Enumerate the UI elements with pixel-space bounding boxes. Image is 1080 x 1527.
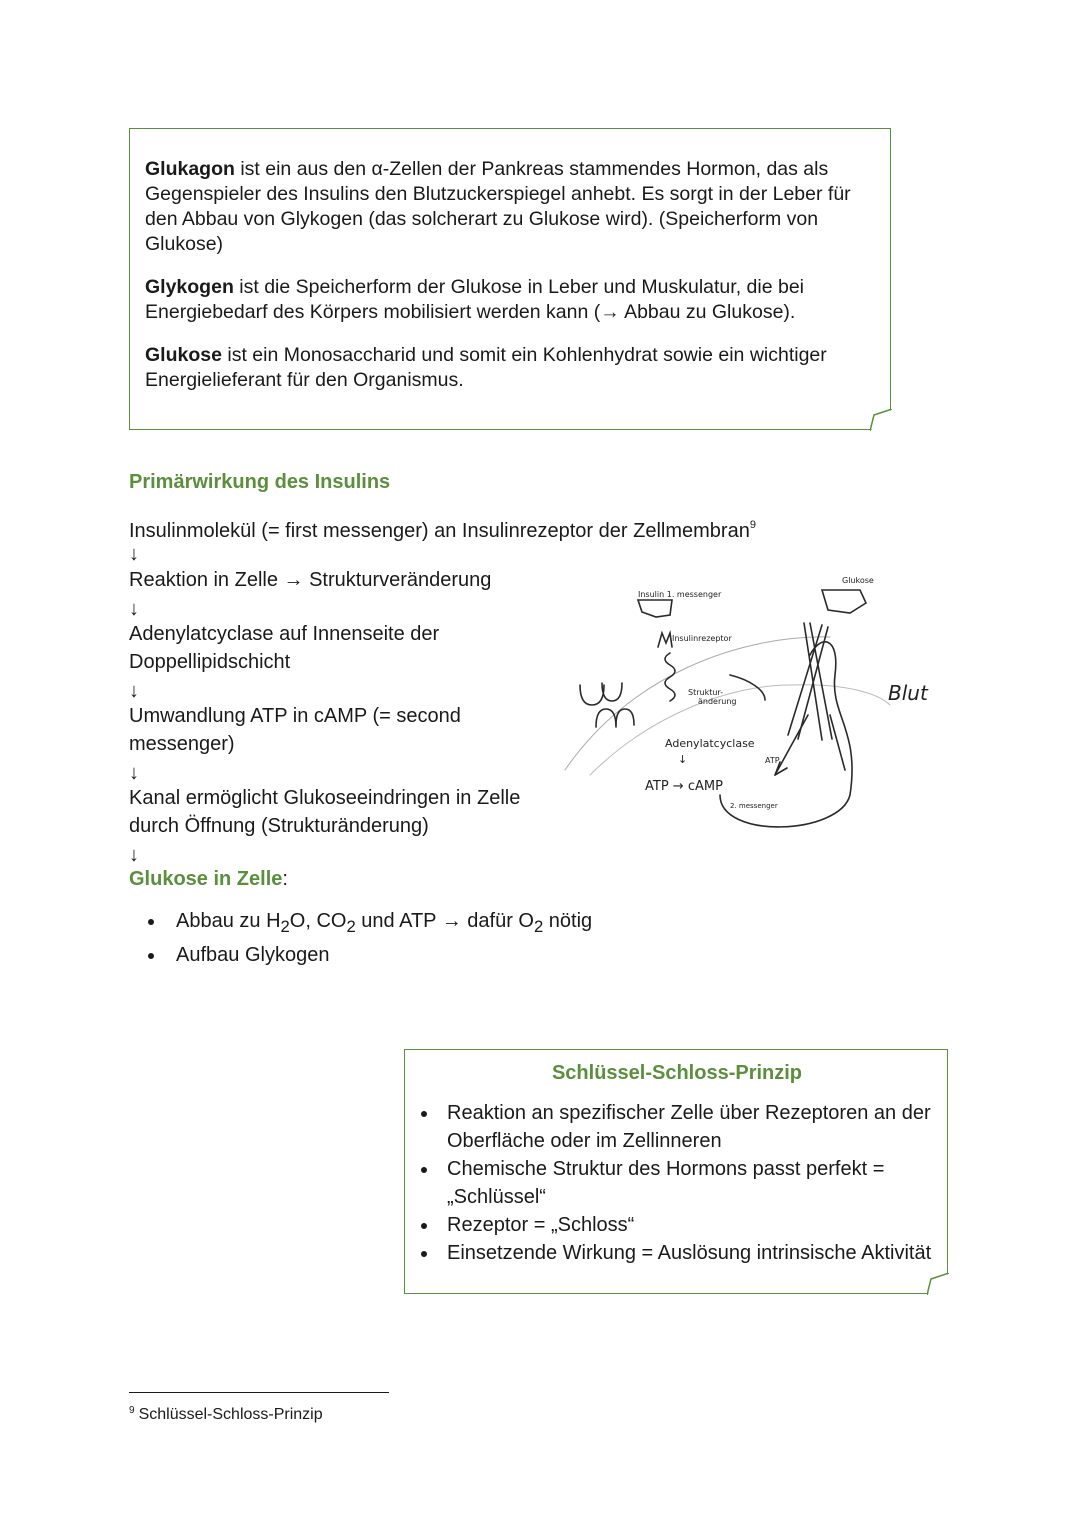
definitions-box (129, 128, 891, 430)
definition-term: Glukose (145, 344, 222, 366)
list-item (140, 907, 592, 941)
definition-term: Glykogen (145, 276, 234, 298)
flow-step-5-line-2: durch Öffnung (Strukturänderung) (129, 815, 429, 837)
sketch-messenger2: 2. messenger (730, 802, 778, 810)
sketch-adenyl-label: Adenylatcyclase (665, 737, 755, 750)
list-item: Einsetzende Wirkung = Auslösung intrinsische Aktivität (419, 1239, 935, 1267)
sketch-insulin-label: Insulin 1. messenger (638, 590, 722, 599)
definition-term: Glukagon (145, 158, 235, 180)
subscript: 2 (346, 917, 356, 936)
flow-result (129, 865, 288, 893)
flow-step-4-line-2: messenger) (129, 733, 235, 755)
definition-text: ist ein Monosaccharid und somit ein Kohlenhydrat sowie ein wichtiger Energielieferant für den Organismus. (145, 344, 827, 391)
sketch-atp-label: ATP (765, 756, 780, 765)
footnote (129, 1405, 323, 1424)
sketch-struktur-label-2: änderung (698, 697, 737, 706)
result-list (140, 907, 592, 970)
bullet-text: und ATP → dafür O (355, 910, 534, 932)
flow-step-1 (129, 511, 756, 545)
list-item: Chemische Struktur des Hormons passt perfekt = „Schlüssel“ (419, 1155, 935, 1211)
flow-step-2: Reaktion in Zelle → Strukturveränderung (129, 569, 492, 591)
footnote-divider (129, 1392, 389, 1393)
sketch-arrow-down: ↓ (678, 753, 688, 766)
sketch-receptor-label: Insulinrezeptor (672, 634, 732, 643)
flow-step-1-text: Insulinmolekül (= first messenger) an Insulinrezeptor der Zellmembran (129, 520, 750, 542)
key-lock-list (419, 1099, 935, 1267)
sketch-struktur-label-1: Struktur- (688, 688, 724, 697)
list-item: Rezeptor = „Schloss“ (419, 1211, 935, 1239)
sketch-glukose-label: Glukose (842, 576, 874, 585)
footnote-number: 9 (129, 1405, 135, 1416)
folded-corner-icon (927, 1273, 949, 1295)
definition-glukose (145, 343, 860, 393)
definition-glykogen (145, 275, 860, 325)
sketch-atp-camp: ATP → cAMP (645, 779, 723, 794)
bullet-text: Abbau zu H (176, 910, 281, 932)
bullet-text: nötig (543, 910, 593, 932)
subscript: 2 (533, 917, 544, 936)
folded-corner-icon (870, 409, 892, 431)
definition-text: ist die Speicherform der Glukose in Leber und Muskulatur, die bei Energiebedarf des Körpers mobilisiert werden kann (→ Abbau zu Glukose). (145, 276, 804, 323)
flow-step-5 (129, 784, 520, 840)
subscript: 2 (280, 917, 290, 936)
definition-text: ist ein aus den α-Zellen der Pankreas stammendes Hormon, das als Gegenspieler des Insulins den Blutzuckerspiegel anhebt. Es sorgt in der Leber für den Abbau von Glykogen (das solcherart zu Glukose wird). (Speicherform von Glukose) (145, 158, 851, 255)
flow-step-3-line-1: Adenylatcyclase auf Innenseite der (129, 623, 440, 645)
section-title: Primärwirkung des Insulins (129, 471, 391, 493)
flow-arrow: ↓ (129, 543, 139, 565)
bullet-text: O, CO (289, 910, 347, 932)
flow-arrow: ↓ (129, 598, 139, 620)
flow-step-3 (129, 620, 439, 676)
flow-step-4-line-1: Umwandlung ATP in cAMP (= second (129, 705, 461, 727)
result-colon: : (282, 868, 288, 890)
flow-step-3-line-2: Doppellipidschicht (129, 651, 291, 673)
list-item: Reaktion an spezifischer Zelle über Rezeptoren an der Oberfläche oder im Zellinneren (419, 1099, 935, 1155)
result-title: Glukose in Zelle (129, 868, 283, 890)
key-lock-box (404, 1049, 948, 1294)
flow-step-5-line-1: Kanal ermöglicht Glukoseeindringen in Zelle (129, 787, 521, 809)
flow-arrow: ↓ (129, 844, 139, 866)
flow-step-4 (129, 702, 461, 758)
key-lock-title: Schlüssel-Schloss-Prinzip (551, 1062, 803, 1084)
sketch-blut-label: Blut (888, 681, 928, 705)
flow-arrow: ↓ (129, 762, 139, 784)
definition-glukagon (145, 157, 860, 257)
list-item: Aufbau Glykogen (140, 941, 592, 970)
footnote-text: Schlüssel-Schloss-Prinzip (138, 1406, 323, 1423)
insulin-sketch (560, 565, 955, 840)
footnote-ref: 9 (749, 519, 756, 531)
flow-arrow: ↓ (129, 680, 139, 702)
